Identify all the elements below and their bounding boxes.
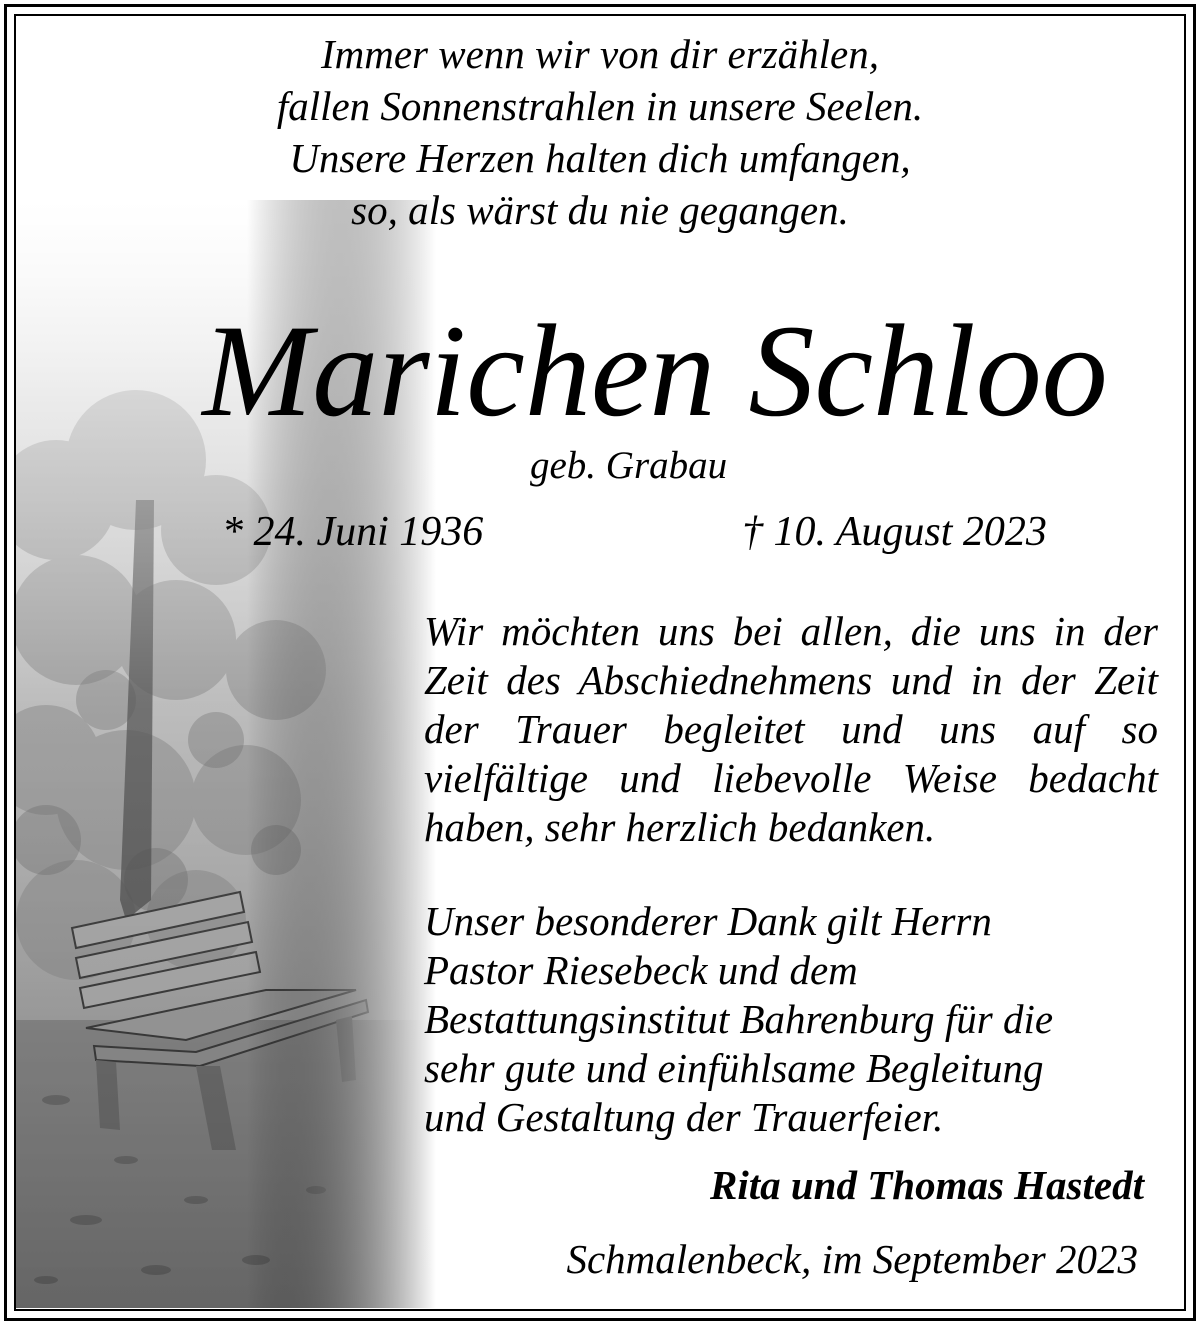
maiden-name: geb. Grabau <box>530 444 728 487</box>
memorial-verse <box>0 28 1200 236</box>
signature: Rita und Thomas Hastedt <box>709 1162 1144 1208</box>
birth-date: * 24. Juni 1936 <box>222 509 484 555</box>
special-thanks-line: Pastor Riesebeck und dem <box>424 947 858 993</box>
verse-line: Unsere Herzen halten dich umfangen, <box>289 135 911 181</box>
special-thanks-line: sehr gute und einfühlsame Begleitung <box>424 1045 1044 1091</box>
death-date: † 10. August 2023 <box>742 509 1047 555</box>
verse-line: fallen Sonnenstrahlen in unsere Seelen. <box>276 83 924 129</box>
thanks-paragraph: Wir möchten uns bei allen, die uns in der Zeit des Abschiednehmens und in der Zeit der Trauer begleitet und uns auf so vielfältige und liebevolle Weise bedacht haben, sehr herzlich bedanken. <box>424 608 1158 850</box>
verse-line: so, als wärst du nie gegangen. <box>351 187 849 233</box>
special-thanks-line: Unser besonderer Dank gilt Herrn <box>424 898 992 944</box>
place-date: Schmalenbeck, im September 2023 <box>566 1236 1138 1282</box>
special-thanks-paragraph <box>424 897 1158 1142</box>
special-thanks-line: Bestattungsinstitut Bahrenburg für die <box>424 996 1054 1042</box>
deceased-name: Marichen Schloo <box>202 297 1108 444</box>
special-thanks-line: und Gestaltung der Trauerfeier. <box>424 1094 944 1140</box>
verse-line: Immer wenn wir von dir erzählen, <box>320 31 879 77</box>
